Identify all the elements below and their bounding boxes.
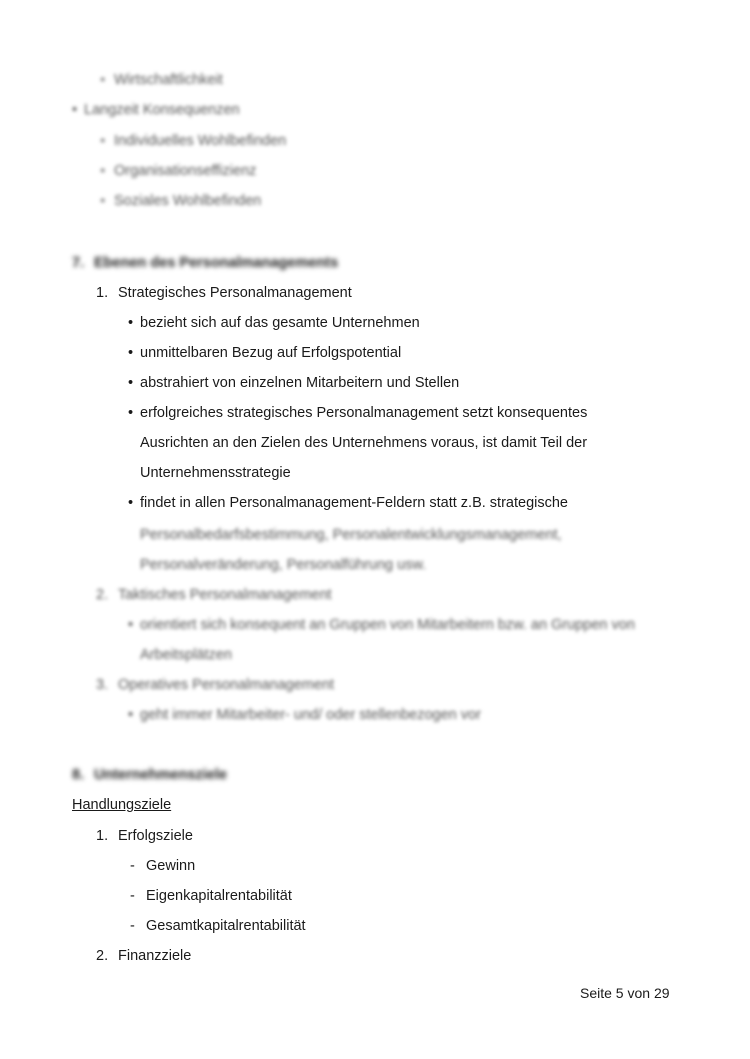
- bullet-icon: •: [128, 707, 134, 723]
- list-item: • abstrahiert von einzelnen Mitarbeitern und Stellen: [128, 375, 460, 391]
- list-item: • unmittelbaren Bezug auf Erfolgspotential: [128, 345, 402, 361]
- list-item: 2. Taktisches Personalmanagement: [96, 587, 332, 603]
- list-item-continuation: Personalveränderung, Personalführung usw.: [140, 557, 427, 573]
- dash-icon: -: [130, 858, 135, 874]
- page-number: Seite 5 von 29: [580, 985, 670, 1001]
- bullet-icon: •: [72, 102, 78, 118]
- list-item: 1. Erfolgsziele: [96, 828, 193, 844]
- list-item: • erfolgreiches strategisches Personalmanagement setzt konsequentes: [128, 405, 588, 421]
- bullet-icon: ▪: [100, 133, 106, 149]
- list-item: • Langzeit Konsequenzen: [72, 102, 240, 118]
- bullet-icon: ▪: [100, 72, 106, 88]
- list-item: • bezieht sich auf das gesamte Unternehmen: [128, 315, 420, 331]
- bullet-icon: •: [128, 495, 134, 511]
- list-item-continuation: Arbeitsplätzen: [140, 647, 232, 663]
- dash-icon: -: [130, 888, 135, 904]
- bullet-icon: •: [128, 345, 134, 361]
- list-item: 2. Finanzziele: [96, 948, 192, 964]
- subheading: Handlungsziele: [72, 797, 172, 813]
- list-item-continuation: Ausrichten an den Zielen des Unternehmens voraus, ist damit Teil der: [140, 435, 588, 451]
- list-item: • findet in allen Personalmanagement-Feldern statt z.B. strategische: [128, 495, 568, 511]
- bullet-icon: ▪: [100, 163, 106, 179]
- section-heading: 7. Ebenen des Personalmanagements: [72, 255, 339, 271]
- list-item: 1. Strategisches Personalmanagement: [96, 285, 352, 301]
- list-item: ▪ Organisationseffizienz: [100, 163, 257, 179]
- list-item: • geht immer Mitarbeiter- und/ oder stellenbezogen vor: [128, 707, 481, 723]
- list-item-continuation: Unternehmensstrategie: [140, 465, 291, 481]
- list-item: - Gewinn: [130, 858, 196, 874]
- list-item: ▪ Wirtschaftlichkeit: [100, 72, 223, 88]
- bullet-icon: ▪: [100, 193, 106, 209]
- bullet-icon: •: [128, 315, 134, 331]
- dash-icon: -: [130, 918, 135, 934]
- bullet-icon: •: [128, 375, 134, 391]
- list-item-continuation: Personalbedarfsbestimmung, Personalentwicklungsmanagement,: [140, 527, 562, 543]
- list-item: ▪ Individuelles Wohlbefinden: [100, 133, 287, 149]
- list-item: ▪ Soziales Wohlbefinden: [100, 193, 262, 209]
- list-item: - Eigenkapitalrentabilität: [130, 888, 292, 904]
- list-item: • orientiert sich konsequent an Gruppen von Mitarbeitern bzw. an Gruppen von: [128, 617, 635, 633]
- bullet-icon: •: [128, 405, 134, 421]
- bullet-icon: •: [128, 617, 134, 633]
- list-item: 3. Operatives Personalmanagement: [96, 677, 335, 693]
- section-heading: 8. Unternehmensziele: [72, 767, 227, 783]
- list-item: - Gesamtkapitalrentabilität: [130, 918, 306, 934]
